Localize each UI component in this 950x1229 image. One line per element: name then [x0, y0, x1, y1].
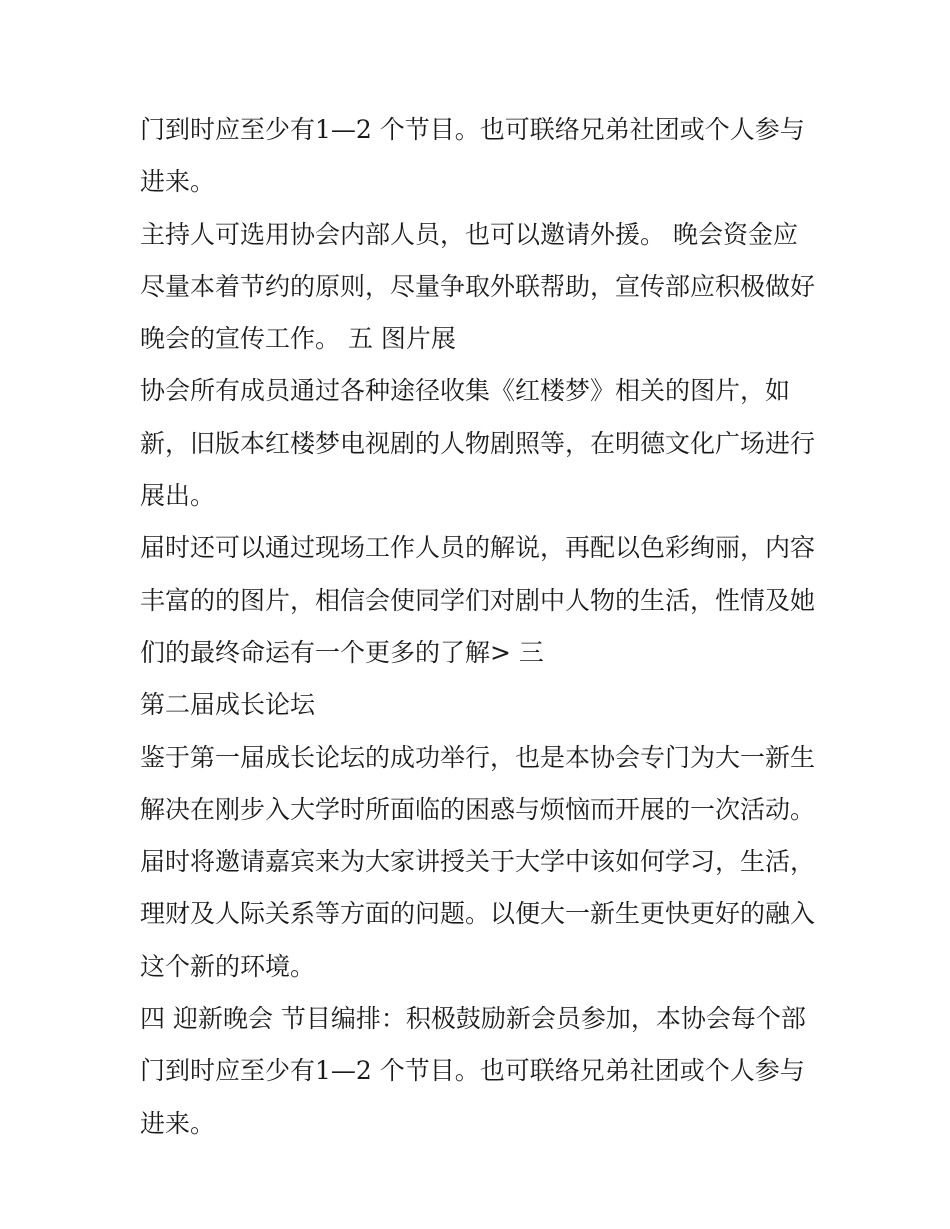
text-line: 们的最终命运有一个更多的了解> 三	[140, 637, 544, 667]
text-line: 协会所有成员通过各种途径收集《红楼梦》相关的图片，如	[140, 376, 791, 406]
text-line: 晚会的宣传工作。 五 图片展	[140, 324, 456, 354]
text-line: 进来。	[140, 167, 216, 197]
text-line: 门到时应至少有1—2 个节目。也可联络兄弟社团或个人参与	[140, 115, 805, 144]
text-line: 理财及人际关系等方面的问题。以便大一新生更快更好的融入	[140, 899, 816, 929]
document-body	[140, 104, 830, 1150]
text-line: 展出。	[140, 481, 216, 511]
text-line: 尽量本着节约的原则，尽量争取外联帮助，宣传部应积极做好	[140, 271, 816, 301]
text-line: 新，旧版本红楼梦电视剧的人物剧照等，在明德文化广场进行	[140, 428, 816, 458]
text-line: 第二届成长论坛	[140, 690, 316, 720]
text-line: 届时将邀请嘉宾来为大家讲授关于大学中该如何学习，生活，	[140, 847, 816, 877]
text-line: 解决在刚步入大学时所面临的困惑与烦恼而开展的一次活动。	[140, 794, 816, 824]
text-line: 进来。	[140, 1108, 216, 1138]
text-line: 主持人可选用协会内部人员，也可以邀请外援。 晚会资金应	[140, 219, 798, 249]
text-line: 丰富的的图片，相信会使同学们对剧中人物的生活，性情及她	[140, 585, 816, 615]
text-line: 这个新的环境。	[140, 951, 316, 981]
text-line: 鉴于第一届成长论坛的成功举行，也是本协会专门为大一新生	[140, 742, 816, 772]
text-line: 四 迎新晚会 节目编排：积极鼓励新会员参加，本协会每个部	[140, 1004, 806, 1034]
text-line: 门到时应至少有1—2 个节目。也可联络兄弟社团或个人参与	[140, 1056, 805, 1086]
text-line: 届时还可以通过现场工作人员的解说，再配以色彩绚丽，内容	[140, 533, 816, 563]
